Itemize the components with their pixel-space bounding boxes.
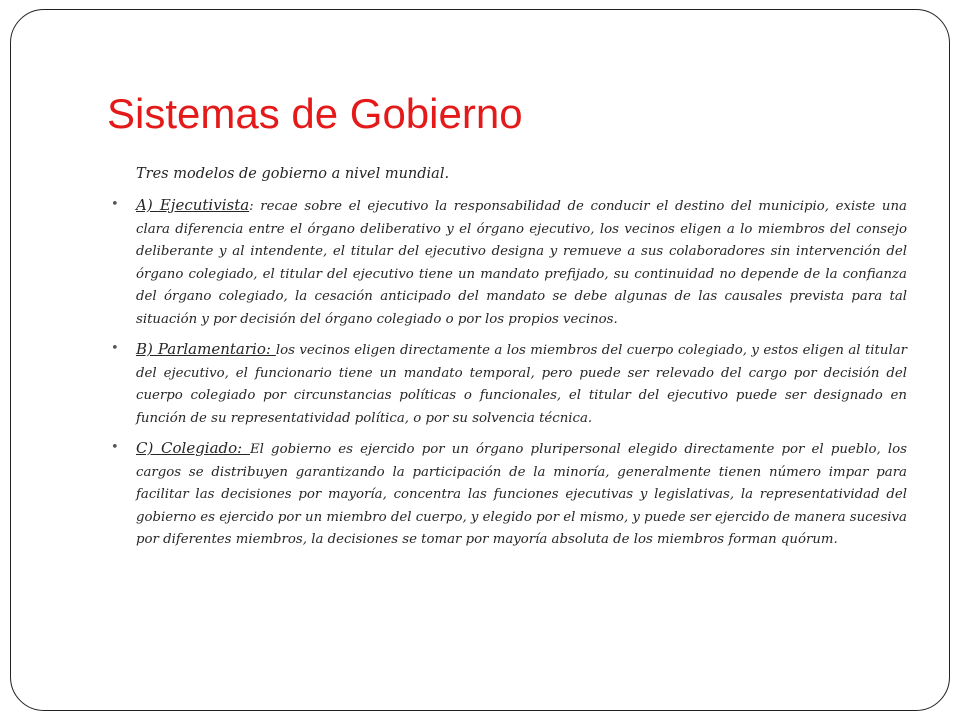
bullet-text: El gobierno es ejercido por un órgano pluripersonal elegido directamente por el pueblo, los cargos se distribuyen garantizando la participación de la minoría, generalmente tienen número impar para facilitar las decisiones por mayoría, concentra las funciones ejecutivas y legislativas, la representatividad del gobierno es ejercido por un miembro del cuerpo, y elegido por el mismo, y puede ser ejercido de manera sucesiva por diferentes miembros, la decisiones se tomar por mayoría absoluta de los miembros forman quórum. bbox=[136, 442, 907, 547]
bullet-text: los vecinos eligen directamente a los miembros del cuerpo colegiado, y estos eligen al titular del ejecutivo, el funcionario tiene un mandato temporal, pero puede ser relevado del cargo por decisión del cuerpo colegiado por circunstancias políticas o funcionales, el titular del ejecutivo puede ser designado en función de su representatividad política, o por su solvencia técnica. bbox=[136, 343, 908, 426]
bullet-heading: B) Parlamentario: bbox=[136, 340, 276, 358]
bullet-icon: • bbox=[111, 440, 119, 455]
bullet-list bbox=[107, 194, 907, 552]
bullet-heading: C) Colegiado: bbox=[136, 439, 250, 457]
bullet-item-ejecutivista bbox=[107, 194, 907, 331]
bullet-icon: • bbox=[111, 197, 119, 212]
slide-content bbox=[107, 164, 907, 559]
bullet-text: : recae sobre el ejecutivo la responsabilidad de conducir el destino del municipio, existe una clara diferencia entre el órgano deliberativo y el órgano ejecutivo, los vecinos eligen a lo miembros del consejo deliberante y al intendente, el titular del ejecutivo designa y remueve a sus colaboradores sin intervención del órgano colegiado, el titular del ejecutivo tiene un mandato prefijado, su continuidad no depende de la confianza del órgano colegiado, la cesación anticipado del mandato se debe algunas de las causales prevista para tal situación y por decisión del órgano colegiado o por los propios vecinos. bbox=[136, 199, 907, 327]
bullet-icon: • bbox=[111, 341, 119, 356]
bullet-heading: A) Ejecutivista bbox=[136, 196, 250, 214]
slide-frame bbox=[10, 9, 950, 711]
bullet-item-parlamentario bbox=[107, 338, 907, 430]
bullet-item-colegiado bbox=[107, 437, 907, 552]
slide-title: Sistemas de Gobierno bbox=[107, 90, 523, 137]
intro-text: Tres modelos de gobierno a nivel mundial. bbox=[136, 166, 450, 182]
